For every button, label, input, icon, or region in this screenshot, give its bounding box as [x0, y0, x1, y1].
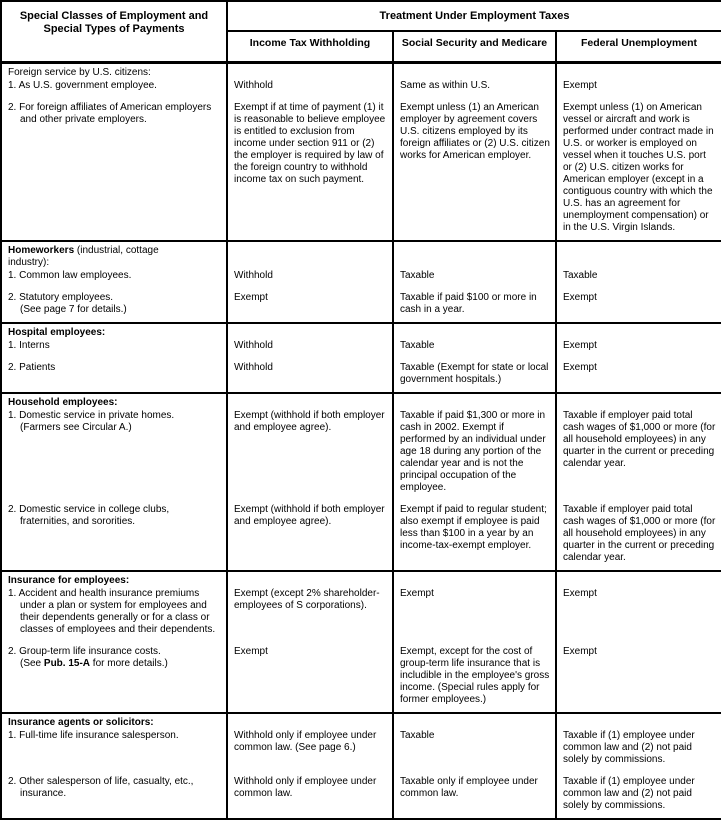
special-class-cell — [1, 729, 227, 768]
item-label: 1. As U.S. government employee. — [8, 79, 157, 91]
social-security-medicare-cell — [393, 713, 556, 729]
income-tax-withholding-cell — [227, 713, 393, 729]
social-security-medicare-cell: Taxable — [393, 269, 556, 284]
section-hospital-employees — [1, 323, 721, 393]
social-security-medicare-cell — [393, 571, 556, 587]
social-security-medicare-cell: Same as within U.S. — [393, 79, 556, 94]
federal-unemployment-cell: Exempt — [556, 638, 721, 713]
income-tax-withholding-cell: Withhold — [227, 339, 393, 354]
federal-unemployment-cell: Exempt — [556, 339, 721, 354]
income-tax-withholding-cell: Exempt (except 2% shareholder-employees of S corporations). — [227, 587, 393, 638]
section-homeworkers — [1, 241, 721, 323]
federal-unemployment-cell: Taxable if employer paid total cash wages of $1,000 or more (for all household employees) in any quarter in the current or preceding calendar year. — [556, 409, 721, 496]
income-tax-withholding-cell: Withhold only if employee under common law. (See page 6.) — [227, 729, 393, 768]
income-tax-withholding-cell: Withhold — [227, 269, 393, 284]
income-tax-withholding-cell: Exempt — [227, 638, 393, 713]
item-label: 1. Interns — [8, 339, 50, 351]
federal-unemployment-cell: Taxable if employer paid total cash wages of $1,000 or more (for all household employees) in any quarter in the current or preceding calendar year. — [556, 496, 721, 571]
income-tax-withholding-cell: Withhold — [227, 354, 393, 393]
federal-unemployment-header: Federal Unemployment — [556, 31, 721, 62]
federal-unemployment-cell — [556, 62, 721, 79]
social-security-medicare-cell — [393, 323, 556, 339]
federal-unemployment-cell: Taxable if (1) employee under common law and (2) not paid solely by commissions. — [556, 729, 721, 768]
income-tax-withholding-cell — [227, 571, 393, 587]
section-heading-row — [1, 713, 721, 729]
federal-unemployment-cell: Exempt unless (1) on American vessel or aircraft and work is performed under contract made in U.S. or worker is employed on vessel when it touches U.S. port or (2) U.S. citizen works for American employer (except in a contiguous country with which the U.S. has an agreement for unemployment compensation) or in the U.S. Virgin Islands. — [556, 94, 721, 241]
federal-unemployment-cell: Exempt — [556, 79, 721, 94]
federal-unemployment-cell — [556, 571, 721, 587]
federal-unemployment-cell: Taxable if (1) employee under common law and (2) not paid solely by commissions. — [556, 768, 721, 819]
section-heading-row — [1, 241, 721, 269]
item-label: 1. Domestic service in private homes. (Farmers see Circular A.) — [8, 409, 175, 433]
item-label: 2. For foreign affiliates of American employers and other private employers. — [8, 101, 212, 125]
special-class-cell — [1, 339, 227, 354]
special-class-cell — [1, 409, 227, 496]
section-heading-row — [1, 62, 721, 79]
income-tax-withholding-cell — [227, 241, 393, 269]
income-tax-withholding-cell: Exempt — [227, 284, 393, 323]
income-tax-withholding-cell: Exempt if at time of payment (1) it is reasonable to believe employee is entitled to exclusion from income under section 911 or (2) the employer is required by law of the foreign country to withhold income tax on such payment. — [227, 94, 393, 241]
section-heading-row — [1, 323, 721, 339]
income-tax-withholding-cell: Withhold — [227, 79, 393, 94]
federal-unemployment-cell — [556, 393, 721, 409]
section-heading-cell: Homeworkers (industrial, cottage industry): — [8, 244, 159, 268]
special-class-cell — [1, 269, 227, 284]
federal-unemployment-cell — [556, 323, 721, 339]
social-security-medicare-cell: Exempt — [393, 587, 556, 638]
special-class-cell — [1, 284, 227, 323]
social-security-medicare-cell: Exempt, except for the cost of group-term life insurance that is includible in the employee's gross income. (Special rules apply for former employees.) — [393, 638, 556, 713]
federal-unemployment-cell: Taxable — [556, 269, 721, 284]
income-tax-withholding-header: Income Tax Withholding — [227, 31, 393, 62]
section-heading-cell: Foreign service by U.S. citizens: — [8, 66, 151, 78]
table-row — [1, 354, 721, 393]
income-tax-withholding-cell: Withhold only if employee under common law. — [227, 768, 393, 819]
item-label: 2. Group-term life insurance costs. (See Pub. 15-A for more details.) — [8, 645, 168, 669]
income-tax-withholding-cell — [227, 62, 393, 79]
special-class-cell — [1, 79, 227, 94]
social-security-medicare-header: Social Security and Medicare — [393, 31, 556, 62]
table-row — [1, 729, 721, 768]
table-row — [1, 284, 721, 323]
federal-unemployment-cell: Exempt — [556, 354, 721, 393]
table-row — [1, 339, 721, 354]
table-header — [1, 1, 721, 62]
federal-unemployment-cell — [556, 241, 721, 269]
special-class-cell — [1, 94, 227, 241]
social-security-medicare-cell — [393, 393, 556, 409]
social-security-medicare-cell: Taxable if paid $100 or more in cash in a year. — [393, 284, 556, 323]
item-label: 2. Patients — [8, 361, 56, 373]
item-label: 2. Other salesperson of life, casualty, etc., insurance. — [8, 775, 194, 799]
section-heading-cell: Hospital employees: — [8, 326, 106, 338]
section-heading-cell: Insurance agents or solicitors: — [8, 716, 154, 728]
income-tax-withholding-cell — [227, 323, 393, 339]
section-heading-row — [1, 571, 721, 587]
social-security-medicare-cell: Taxable if paid $1,300 or more in cash in 2002. Exempt if performed by an individual under age 18 during any portion of the calendar year and is not the principal occupation of the employee. — [393, 409, 556, 496]
special-class-cell — [1, 768, 227, 819]
item-label: 1. Accident and health insurance premiums under a plan or system for employees and their dependents generally or for a class or classes of employees and their dependents. — [8, 587, 216, 635]
special-classes-header: Special Classes of Employment and Special Types of Payments — [19, 10, 209, 35]
social-security-medicare-cell: Taxable (Exempt for state or local government hospitals.) — [393, 354, 556, 393]
table-row — [1, 269, 721, 284]
table-row — [1, 79, 721, 94]
table-row — [1, 768, 721, 819]
section-insurance-agents-or-solicitors — [1, 713, 721, 819]
table-row — [1, 587, 721, 638]
section-heading-cell: Household employees: — [8, 396, 118, 408]
section-foreign-service — [1, 62, 721, 241]
social-security-medicare-cell: Exempt if paid to regular student; also exempt if employee is paid less than $100 in a year by an income-tax-exempt employer. — [393, 496, 556, 571]
social-security-medicare-cell: Taxable — [393, 339, 556, 354]
social-security-medicare-cell: Taxable — [393, 729, 556, 768]
section-heading-cell: Insurance for employees: — [8, 574, 130, 586]
social-security-medicare-cell: Exempt unless (1) an American employer by agreement covers U.S. citizens employed by its foreign affiliates or (2) U.S. citizen works for American employer. — [393, 94, 556, 241]
section-household-employees — [1, 393, 721, 571]
special-class-cell — [1, 638, 227, 713]
table-row — [1, 409, 721, 496]
item-label: 1. Full-time life insurance salesperson. — [8, 729, 179, 741]
table-row — [1, 94, 721, 241]
income-tax-withholding-cell: Exempt (withhold if both employer and employee agree). — [227, 409, 393, 496]
treatment-header: Treatment Under Employment Taxes — [227, 1, 721, 31]
federal-unemployment-cell — [556, 713, 721, 729]
special-class-cell — [1, 354, 227, 393]
federal-unemployment-cell: Exempt — [556, 587, 721, 638]
income-tax-withholding-cell: Exempt (withhold if both employer and employee agree). — [227, 496, 393, 571]
section-insurance-for-employees — [1, 571, 721, 713]
item-label: 1. Common law employees. — [8, 269, 132, 281]
item-label: 2. Statutory employees. (See page 7 for details.) — [8, 291, 127, 315]
table-row — [1, 638, 721, 713]
social-security-medicare-cell: Taxable only if employee under common law. — [393, 768, 556, 819]
section-heading-row — [1, 393, 721, 409]
special-class-cell — [1, 587, 227, 638]
social-security-medicare-cell — [393, 62, 556, 79]
income-tax-withholding-cell — [227, 393, 393, 409]
social-security-medicare-cell — [393, 241, 556, 269]
table-row — [1, 496, 721, 571]
special-class-cell — [1, 496, 227, 571]
federal-unemployment-cell: Exempt — [556, 284, 721, 323]
item-label: 2. Domestic service in college clubs, fraternities, and sororities. — [8, 503, 170, 527]
